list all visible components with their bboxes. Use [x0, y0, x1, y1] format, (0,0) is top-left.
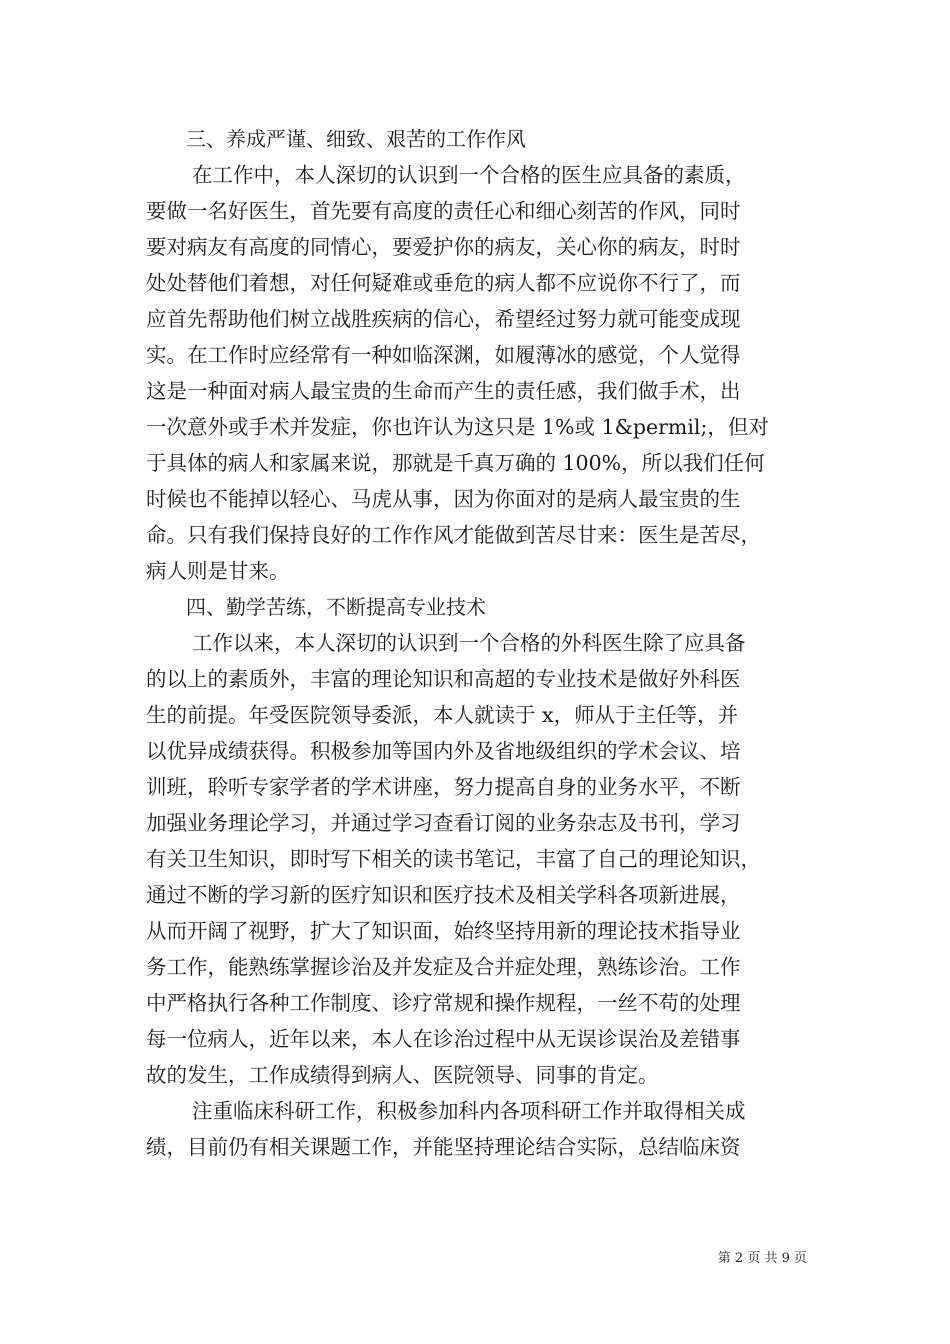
paragraph-line: 要做一名好医生，首先要有高度的责任心和细心刻苦的作风，同时	[146, 199, 741, 223]
section-3-heading: 三、养成严谨、细致、艰苦的工作作风	[186, 127, 526, 151]
paragraph-line: 病人则是甘来。	[146, 559, 290, 583]
paragraph-line: 中严格执行各种工作制度、诊疗常规和操作规程，一丝不苟的处理	[146, 991, 741, 1015]
paragraph-line: 应首先帮助他们树立战胜疾病的信心，希望经过努力就可能变成现	[146, 307, 741, 331]
paragraph-line: 时候也不能掉以轻心、马虎从事，因为你面对的是病人最宝贵的生	[146, 487, 741, 511]
paragraph-line: 实。在工作时应经常有一种如临深渊，如履薄冰的感觉，个人觉得	[146, 343, 741, 367]
paragraph-line: 生的前提。年受医院领导委派，本人就读于 x，师从于主任等，并	[146, 703, 739, 727]
paragraph-line: 一次意外或手术并发症，你也许认为这只是 1%或 1&permil;，但对	[146, 415, 769, 439]
paragraph-line: 故的发生，工作成绩得到病人、医院领导、同事的肯定。	[146, 1063, 659, 1087]
body-text	[146, 121, 826, 1165]
paragraph-line: 注重临床科研工作，积极参加科内各项科研工作并取得相关成	[192, 1099, 746, 1123]
paragraph-line: 于具体的病人和家属来说，那就是千真万确的 100%，所以我们任何	[146, 451, 765, 475]
paragraph-line: 以优异成绩获得。积极参加等国内外及省地级组织的学术会议、培	[146, 739, 741, 763]
paragraph-line: 每一位病人，近年以来，本人在诊治过程中从无误诊误治及差错事	[146, 1027, 741, 1051]
paragraph-line: 处处替他们着想，对任何疑难或垂危的病人都不应说你不行了，而	[146, 271, 741, 295]
paragraph-line: 训班，聆听专家学者的学术讲座，努力提高自身的业务水平，不断	[146, 775, 741, 799]
paragraph-line: 有关卫生知识，即时写下相关的读书笔记，丰富了自己的理论知识，	[146, 847, 761, 871]
paragraph-line: 在工作中，本人深切的认识到一个合格的医生应具备的素质，	[192, 163, 746, 187]
paragraph-line: 工作以来，本人深切的认识到一个合格的外科医生除了应具备	[192, 631, 746, 655]
paragraph-line: 绩，目前仍有相关课题工作，并能坚持理论结合实际，总结临床资	[146, 1135, 741, 1159]
paragraph-line: 这是一种面对病人最宝贵的生命而产生的责任感，我们做手术，出	[146, 379, 741, 403]
paragraph-line: 的以上的素质外，丰富的理论知识和高超的专业技术是做好外科医	[146, 667, 741, 691]
paragraph-line: 通过不断的学习新的医疗知识和医疗技术及相关学科各项新进展，	[146, 883, 741, 907]
paragraph-line: 从而开阔了视野，扩大了知识面，始终坚持用新的理论技术指导业	[146, 919, 741, 943]
paragraph-line: 要对病友有高度的同情心，要爱护你的病友，关心你的病友，时时	[146, 235, 741, 259]
paragraph-line: 加强业务理论学习，并通过学习查看订阅的业务杂志及书刊，学习	[146, 811, 741, 835]
section-4-heading: 四、勤学苦练，不断提高专业技术	[186, 595, 486, 619]
page-number: 第 2 页 共 9 页	[717, 1251, 807, 1266]
paragraph-line: 务工作，能熟练掌握诊治及并发症及合并症处理，熟练诊治。工作	[146, 955, 741, 979]
paragraph-line: 命。只有我们保持良好的工作作风才能做到苦尽甘来：医生是苦尽，	[146, 523, 761, 547]
